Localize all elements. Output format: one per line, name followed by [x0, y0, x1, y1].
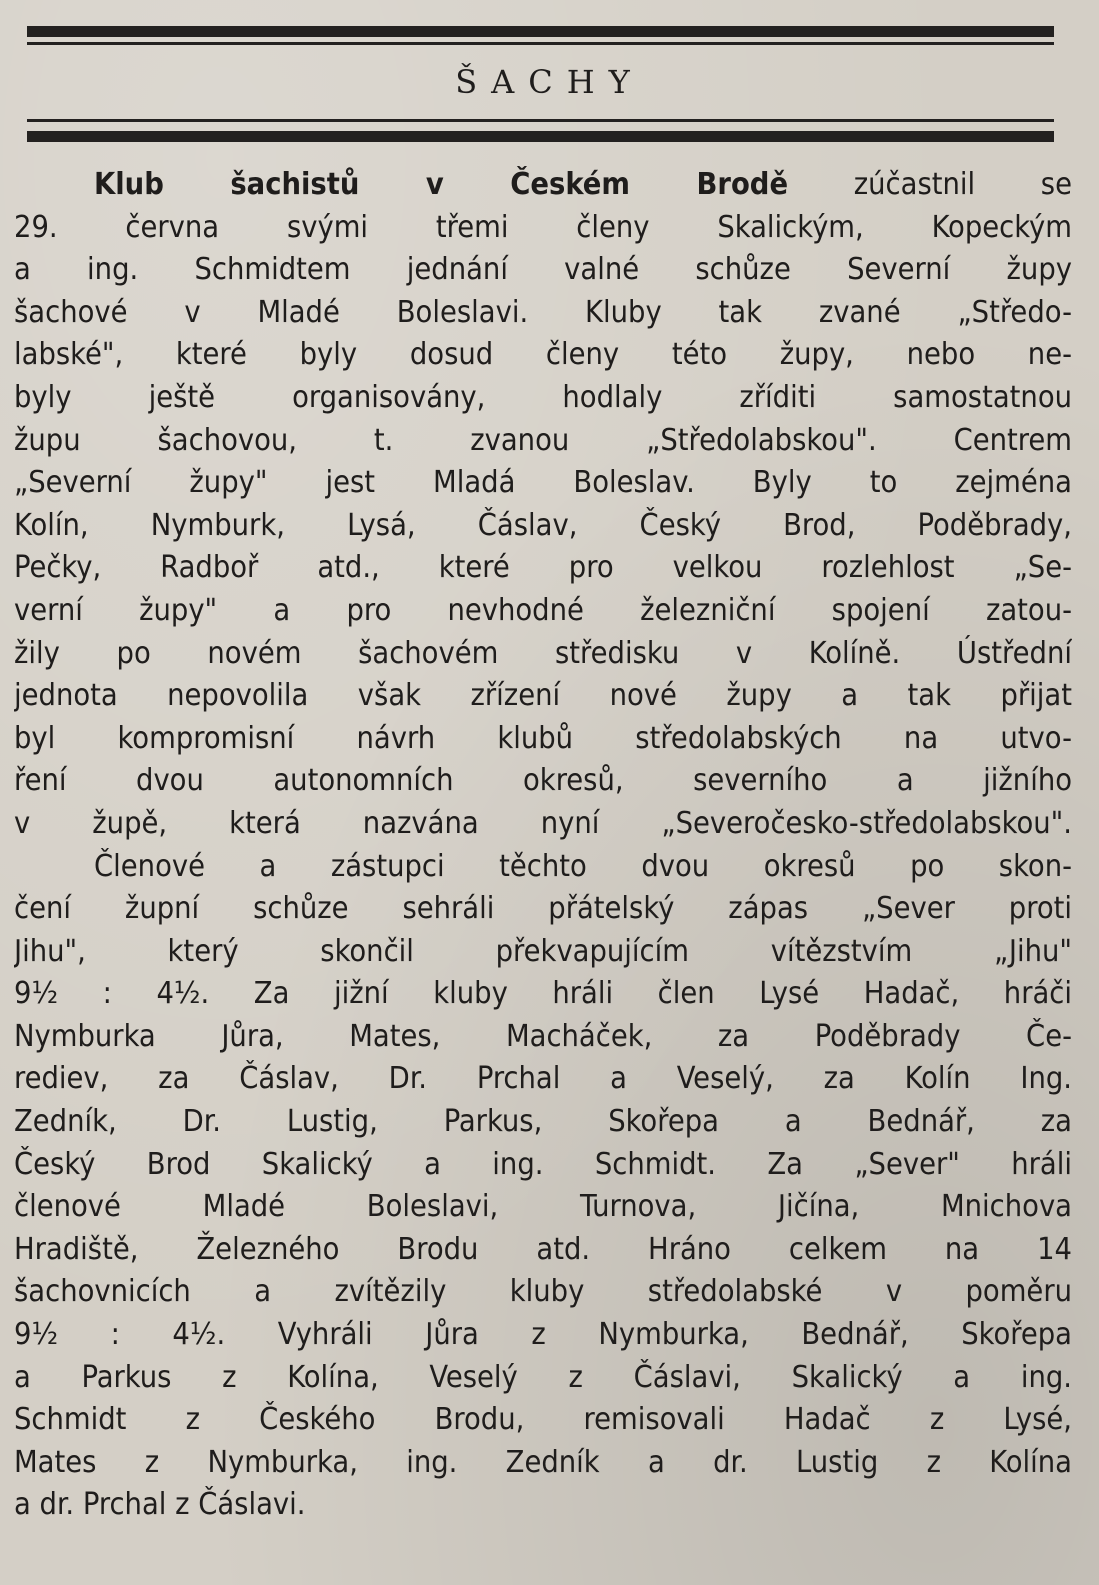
paragraph-line: Mates z Nymburka, ing. Zedník a dr. Lustig z Kolína — [14, 1444, 1072, 1480]
paragraph-line: Český Brod Skalický a ing. Schmidt. Za „Sever" hráli — [14, 1146, 1072, 1182]
paragraph-line: župu šachovou, t. zvanou „Středolabskou". Centrem — [14, 422, 1072, 458]
top-rule-thin — [27, 42, 1054, 45]
paragraph-line: členové Mladé Boleslavi, Turnova, Jičína, Mnichova — [14, 1189, 1072, 1225]
paragraph-line: a ing. Schmidtem jednání valné schůze Severní župy — [14, 252, 1072, 288]
paragraph-line: ření dvou autonomních okresů, severního a jižního — [14, 763, 1072, 799]
paragraph-line: v župě, která nazvána nyní „Severočesko-středolabskou". — [14, 805, 1072, 841]
paragraph-line — [14, 164, 1072, 207]
paragraph-line: byl kompromisní návrh klubů středolabských na utvo- — [14, 720, 1072, 756]
paragraph-line: 9½ : 4½. Za jižní kluby hráli člen Lysé Hadač, hráči — [14, 976, 1072, 1012]
paragraph-line: 9½ : 4½. Vyhráli Jůra z Nymburka, Bednář, Skořepa — [14, 1317, 1072, 1353]
paragraph-line: Pečky, Radboř atd., které pro velkou rozlehlost „Se- — [14, 550, 1072, 586]
paragraph-line: jednota nepovolila však zřízení nové župy a tak přijat — [14, 678, 1072, 714]
paragraph-line: rediev, za Čáslav, Dr. Prchal a Veselý, za Kolín Ing. — [14, 1061, 1072, 1097]
paragraph-line: šachové v Mladé Boleslavi. Kluby tak zvané „Středo- — [14, 294, 1072, 330]
bottom-rule-thin — [27, 119, 1054, 122]
paragraph-line: Kolín, Nymburk, Lysá, Čáslav, Český Brod, Poděbrady, — [14, 507, 1072, 543]
paragraph-line-text: zúčastnil se — [853, 167, 1072, 202]
paragraph-line: labské", které byly dosud členy této župy, nebo ne- — [14, 337, 1072, 373]
paragraph-line: Schmidt z Českého Brodu, remisovali Hadač z Lysé, — [14, 1402, 1072, 1438]
paragraph-line: čení župní schůze sehráli přátelský zápas „Sever proti — [14, 891, 1072, 927]
paragraph-line: Nymburka Jůra, Mates, Macháček, za Poděbrady Če- — [14, 1018, 1072, 1054]
paragraph-line: byly ještě organisovány, hodlaly zříditi samostatnou — [14, 379, 1072, 415]
paragraph-line: „Severní župy" jest Mladá Boleslav. Byly to zejména — [14, 465, 1072, 501]
article-body — [14, 164, 1072, 1527]
paragraph-line: šachovnicích a zvítězily kluby středolabské v poměru — [14, 1274, 1072, 1310]
paragraph-line: Zedník, Dr. Lustig, Parkus, Skořepa a Bednář, za — [14, 1104, 1072, 1140]
paragraph-line: 29. června svými třemi členy Skalickým, Kopeckým — [14, 209, 1072, 245]
paragraph-line: a dr. Prchal z Čáslavi. — [14, 1487, 306, 1523]
bottom-rule-thick — [27, 131, 1054, 142]
paragraph-line: verní župy" a pro nevhodné železniční spojení zatou- — [14, 592, 1072, 628]
paragraph-line: Jihu", který skončil překvapujícím vítězstvím „Jihu" — [14, 933, 1072, 969]
section-heading: ŠACHY — [455, 63, 644, 101]
paragraph-line: žily po novém šachovém středisku v Kolíně. Ústřední — [14, 635, 1072, 671]
paragraph-line: Hradiště, Železného Brodu atd. Hráno celkem na 14 — [14, 1231, 1072, 1267]
top-rule-thick — [27, 26, 1054, 37]
lead-phrase: Klub šachistů v Českém Brodě — [94, 167, 789, 202]
paragraph-line: a Parkus z Kolína, Veselý z Čáslavi, Skalický a ing. — [14, 1359, 1072, 1395]
paragraph-line: Členové a zástupci těchto dvou okresů po skon- — [94, 848, 1072, 884]
